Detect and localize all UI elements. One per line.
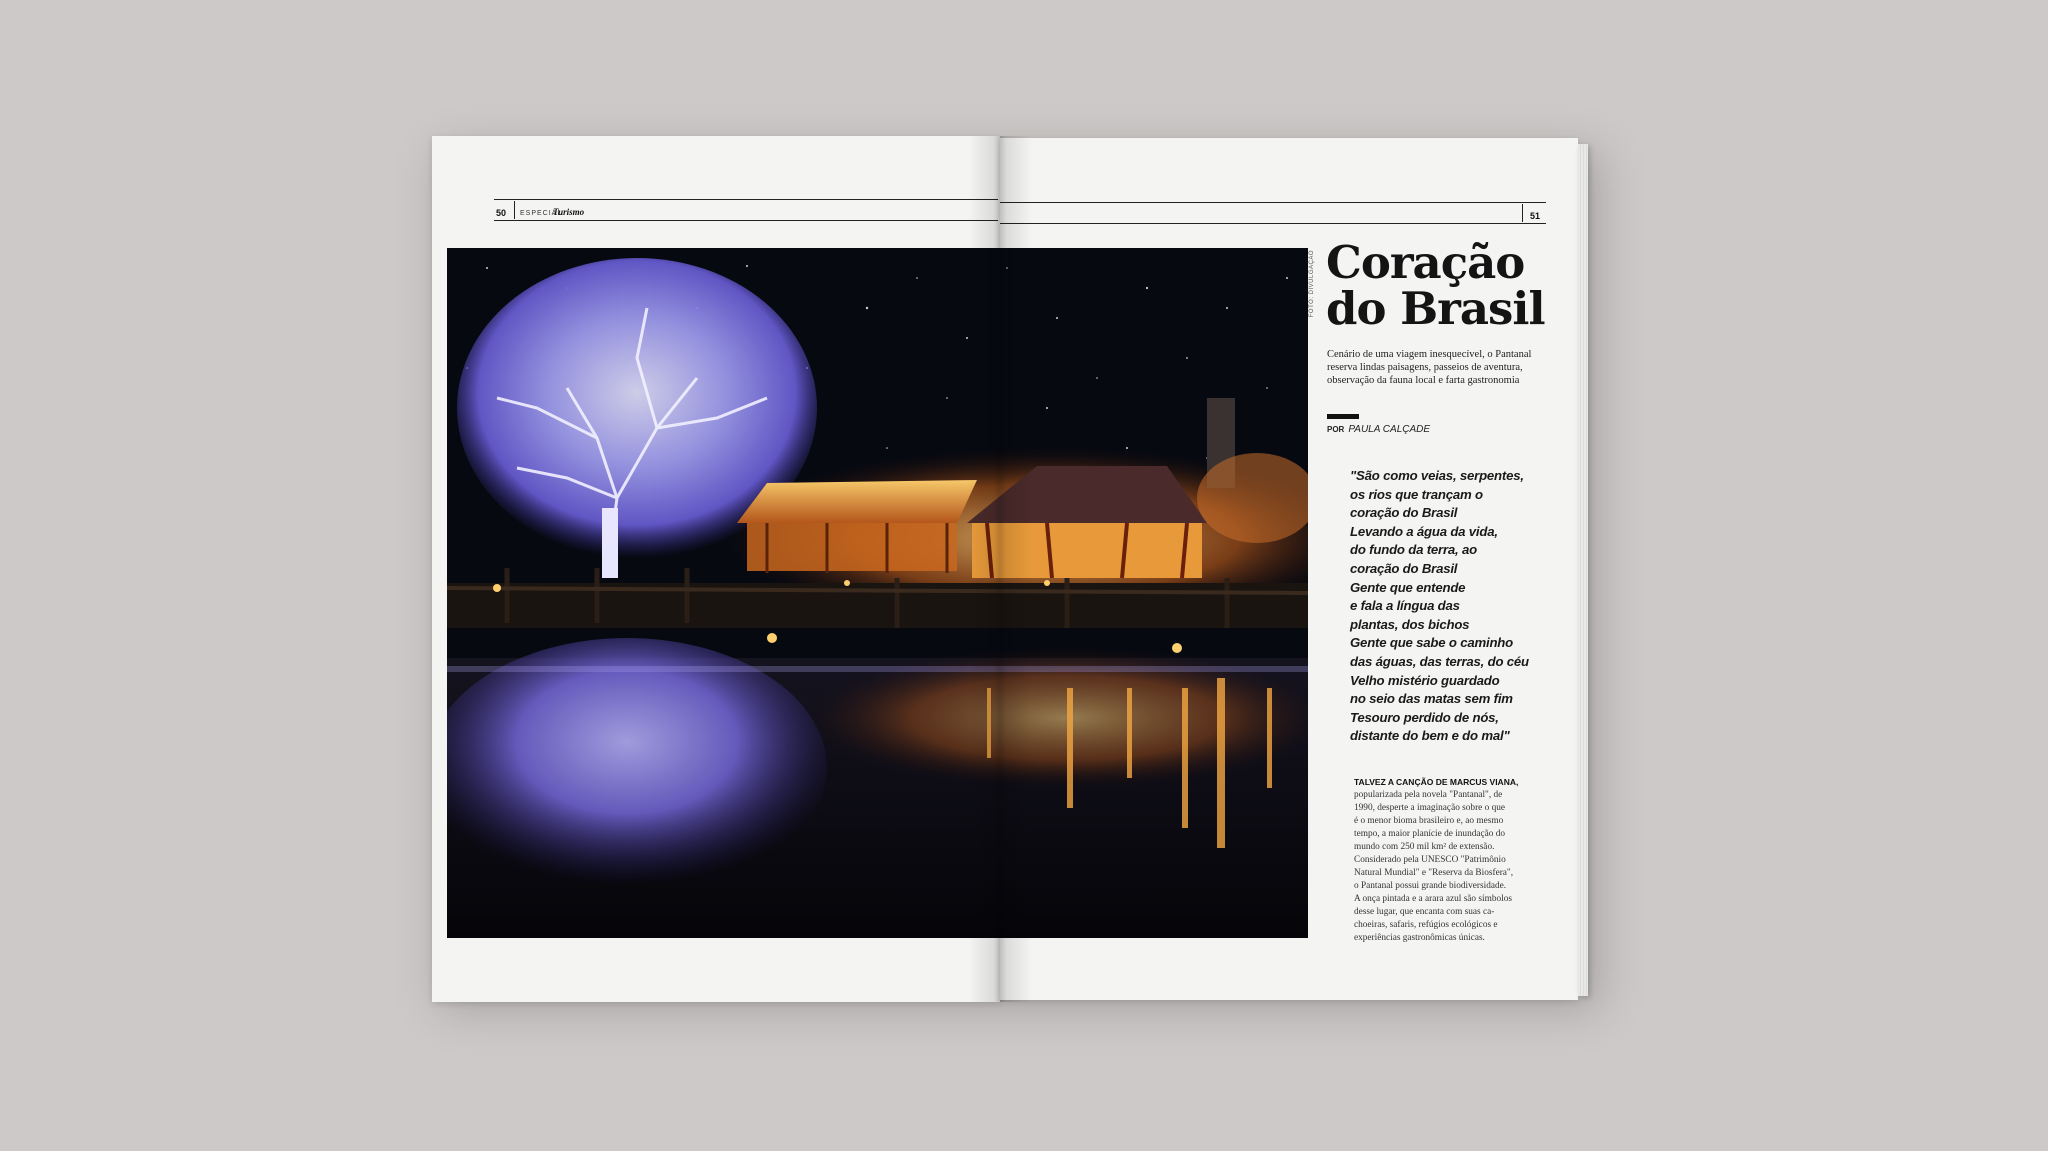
subtitle-line: reserva lindas paisagens, passeios de aventura, bbox=[1327, 362, 1523, 373]
night-landscape-photo bbox=[447, 248, 1308, 938]
article-body bbox=[1354, 776, 1524, 945]
body-line: popularizada pela novela "Pantanal", de bbox=[1354, 790, 1503, 800]
title-line-2: do Brasil bbox=[1326, 282, 1545, 335]
body-line: experiências gastronômicas únicas. bbox=[1354, 933, 1485, 943]
quote-line: "São como veias, serpentes, bbox=[1350, 468, 1524, 483]
body-line: Considerado pela UNESCO "Patrimônio bbox=[1354, 855, 1506, 865]
quote-line: Tesouro perdido de nós, bbox=[1350, 709, 1499, 725]
body-line: é o menor bioma brasileiro e, ao mesmo bbox=[1354, 816, 1504, 826]
byline-prefix: POR bbox=[1327, 425, 1345, 434]
body-lead: TALVEZ A CANÇÃO DE MARCUS VIANA, bbox=[1354, 777, 1519, 787]
quote-line: plantas, dos bichos bbox=[1350, 616, 1470, 632]
body-line: A onça pintada e a arara azul são símbolos bbox=[1354, 894, 1512, 904]
page-edges bbox=[1578, 144, 1588, 996]
byline bbox=[1327, 424, 1430, 435]
body-line: choeiras, safaris, refúgios ecológicos e bbox=[1354, 920, 1498, 930]
body-line: 1990, desperte a imaginação sobre o que bbox=[1354, 803, 1506, 813]
section-name: Turismo bbox=[553, 207, 585, 217]
quote-line: e fala a língua das bbox=[1350, 598, 1460, 614]
byline-bar bbox=[1327, 414, 1359, 419]
quote-line: Levando a água da vida, bbox=[1350, 523, 1498, 539]
quote-line: no seio das matas sem fim bbox=[1350, 691, 1513, 707]
header-rule-bottom-right bbox=[1000, 223, 1546, 224]
section-label: ESPECIAL bbox=[520, 210, 563, 217]
folio-divider-left bbox=[514, 201, 515, 219]
quote-line: distante do bem e do mal" bbox=[1350, 728, 1510, 744]
title-line-1: Coração bbox=[1326, 236, 1525, 289]
page-number-left: 50 bbox=[496, 208, 507, 218]
quote-line: coração do Brasil bbox=[1350, 505, 1458, 521]
folio-divider-right bbox=[1522, 204, 1523, 222]
quote-line: do fundo da terra, ao bbox=[1350, 542, 1477, 558]
author-name: PAULA CALÇADE bbox=[1348, 424, 1431, 435]
body-line: Natural Mundial" e "Reserva da Biosfera", bbox=[1354, 868, 1514, 878]
pull-quote bbox=[1350, 467, 1570, 746]
header-rule-top-right bbox=[1000, 202, 1546, 203]
quote-line: Gente que entende bbox=[1350, 579, 1466, 595]
quote-line: Gente que sabe o caminho bbox=[1350, 635, 1514, 651]
page-number-right: 51 bbox=[1530, 211, 1541, 221]
photo-illustration bbox=[447, 248, 1308, 938]
quote-line: Velho mistério guardado bbox=[1350, 672, 1500, 688]
body-line: tempo, a maior planície de inundação do bbox=[1354, 829, 1506, 839]
subtitle-line: observação da fauna local e farta gastronomia bbox=[1327, 375, 1520, 386]
photo-credit: FOTO: DIVULGAÇÃO bbox=[1309, 250, 1315, 318]
article-subtitle bbox=[1327, 348, 1577, 387]
body-line: mundo com 250 mil km² de extensão. bbox=[1354, 842, 1495, 852]
quote-line: os rios que trançam o bbox=[1350, 486, 1483, 502]
article-title bbox=[1326, 236, 1566, 335]
quote-line: das águas, das terras, do céu bbox=[1350, 653, 1529, 669]
body-line: o Pantanal possui grande biodiversidade. bbox=[1354, 881, 1507, 891]
header-rule-top-left bbox=[494, 199, 998, 200]
body-line: desse lugar, que encanta com suas ca- bbox=[1354, 907, 1495, 917]
quote-line: coração do Brasil bbox=[1350, 560, 1458, 576]
subtitle-line: Cenário de uma viagem inesquecível, o Pantanal bbox=[1327, 349, 1532, 360]
header-rule-bottom-left bbox=[494, 220, 998, 221]
